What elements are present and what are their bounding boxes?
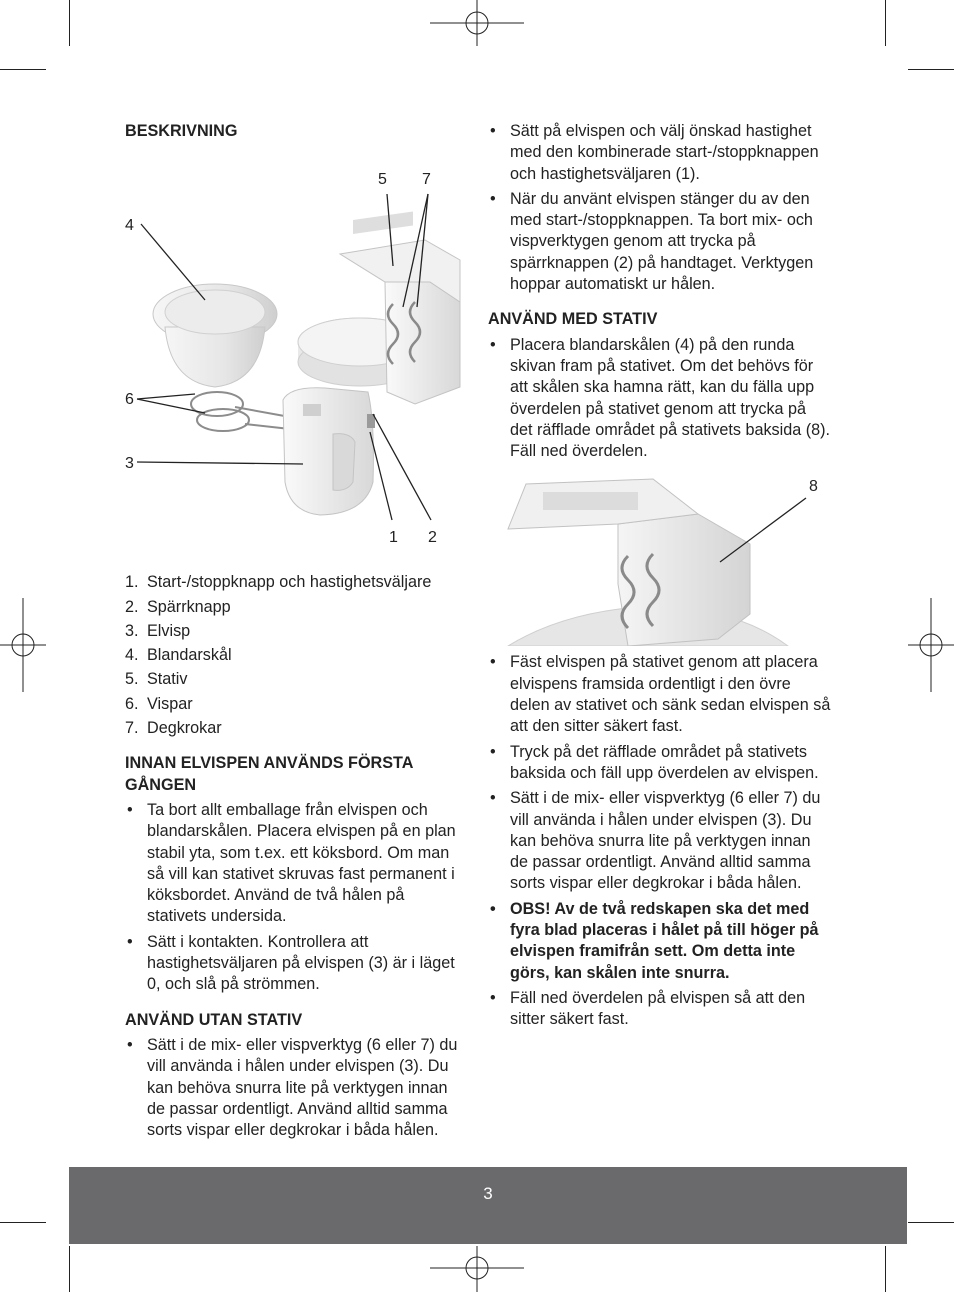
with-stand-list-b — [488, 652, 833, 1030]
list-item: 4. Blandarskål — [125, 646, 232, 665]
list-item: 6. Vispar — [125, 694, 193, 713]
crop-mark — [69, 0, 70, 46]
figure-label-4: 4 — [125, 217, 134, 235]
registration-mark-left — [0, 598, 46, 692]
crop-mark — [908, 69, 954, 70]
heading-before-first-use: INNAN ELVISPEN ANVÄNDS FÖRSTA GÅNGEN — [125, 754, 413, 794]
crop-mark — [0, 69, 46, 70]
without-stand-continued-list — [488, 121, 833, 295]
with-stand-list-a — [488, 335, 833, 463]
registration-mark-top — [430, 0, 524, 48]
list-item: 1. Start-/stoppknapp och hastighetsväljare — [125, 573, 432, 592]
registration-mark-bottom — [430, 1246, 524, 1292]
list-item: • Fäst elvispen på stativet genom att placera elvispens framsida ordentligt i den övre delen av stativet och sänk sedan elvispen så att den sitter säkert fast. — [488, 652, 833, 737]
without-stand-list — [125, 1035, 465, 1141]
heading-without-stand: ANVÄND UTAN STATIV — [125, 1010, 303, 1029]
heading-with-stand: ANVÄND MED STATIV — [488, 310, 658, 329]
list-item: 5. Stativ — [125, 670, 188, 689]
figure-label-7: 7 — [422, 171, 431, 189]
list-item: • När du använt elvispen stänger du av den med start-/stoppknappen. Ta bort mix- och vispverktygen genom att trycka på spärrknappen (2) på handtaget. Verktygen hoppar automatiskt ur hålen. — [488, 189, 833, 295]
list-item: • Sätt i kontakten. Kontrollera att hastighetsväljaren på elvispen (3) är i läget 0, och slå på strömmen. — [125, 932, 465, 996]
before-first-use-list — [125, 800, 465, 996]
left-column — [125, 121, 465, 1145]
page-number: 3 — [483, 1184, 493, 1203]
list-item: • Ta bort allt emballage från elvispen och blandarskålen. Placera elvispen på en plan stabil yta, som t.ex. ett köksbord. Om man så vill kan stativet skruvas fast permanent i köksbordet. Använd de två hålen på stativets undersida. — [125, 800, 465, 928]
stand-illustration — [488, 474, 833, 646]
list-item: • Tryck på det räfflade området på stativets baksida och fäll upp överdelen av elvispen. — [488, 742, 833, 785]
list-item: • Sätt på elvispen och välj önskad hastighet med den kombinerade start-/stoppknappen och hastighetsväljaren (1). — [488, 121, 833, 185]
registration-mark-right — [908, 598, 954, 692]
list-item: • Sätt i de mix- eller vispverktyg (6 eller 7) du vill använda i hålen under elvispen (3). Du kan behöva snurra lite på verktygen innan de passar ordentligt. Använd alltid samma sorts vispar eller degkrokar i båda hålen. — [488, 788, 833, 894]
figure-label-2: 2 — [428, 529, 437, 547]
heading-description: BESKRIVNING — [125, 122, 238, 140]
crop-mark — [908, 1222, 954, 1223]
note-warning: • OBS! Av de två redskapen ska det med fyra blad placeras i hålet på till höger på elvispen framifrån sett. Om detta inte görs, kan skålen inte snurra. — [488, 899, 833, 984]
right-column — [488, 121, 833, 1035]
list-item: • Placera blandarskålen (4) på den runda skivan fram på stativet. Om det behövs för att skålen ska hamna rätt, kan du fälla upp överdelen på stativet genom att trycka på det räfflade området på stativets baksida (8). Fäll ned överdelen. — [488, 335, 833, 463]
list-item: • Sätt i de mix- eller vispverktyg (6 eller 7) du vill använda i hålen under elvispen (3). Du kan behöva snurra lite på verktygen innan de passar ordentligt. Använd alltid samma sorts vispar eller degkrokar i båda hålen. — [125, 1035, 465, 1141]
figure-label-1: 1 — [389, 529, 398, 547]
list-item: • Fäll ned överdelen på elvispen så att den sitter säkert fast. — [488, 988, 833, 1031]
figure-label-5: 5 — [378, 171, 387, 189]
list-item: 3. Elvisp — [125, 621, 191, 640]
figure-label-3: 3 — [125, 455, 134, 473]
crop-mark — [69, 1246, 70, 1292]
footer-bar — [69, 1167, 907, 1244]
figure-label-6: 6 — [125, 391, 134, 409]
mixer-illustration — [125, 142, 465, 548]
product-figure — [125, 142, 465, 548]
crop-mark — [885, 1246, 886, 1292]
figure-label-8: 8 — [809, 478, 818, 496]
list-item: 7. Degkrokar — [125, 719, 222, 738]
crop-mark — [0, 1222, 46, 1223]
parts-list — [125, 572, 465, 739]
stand-figure — [488, 474, 833, 646]
list-item: 2. Spärrknapp — [125, 597, 231, 616]
crop-mark — [885, 0, 886, 46]
